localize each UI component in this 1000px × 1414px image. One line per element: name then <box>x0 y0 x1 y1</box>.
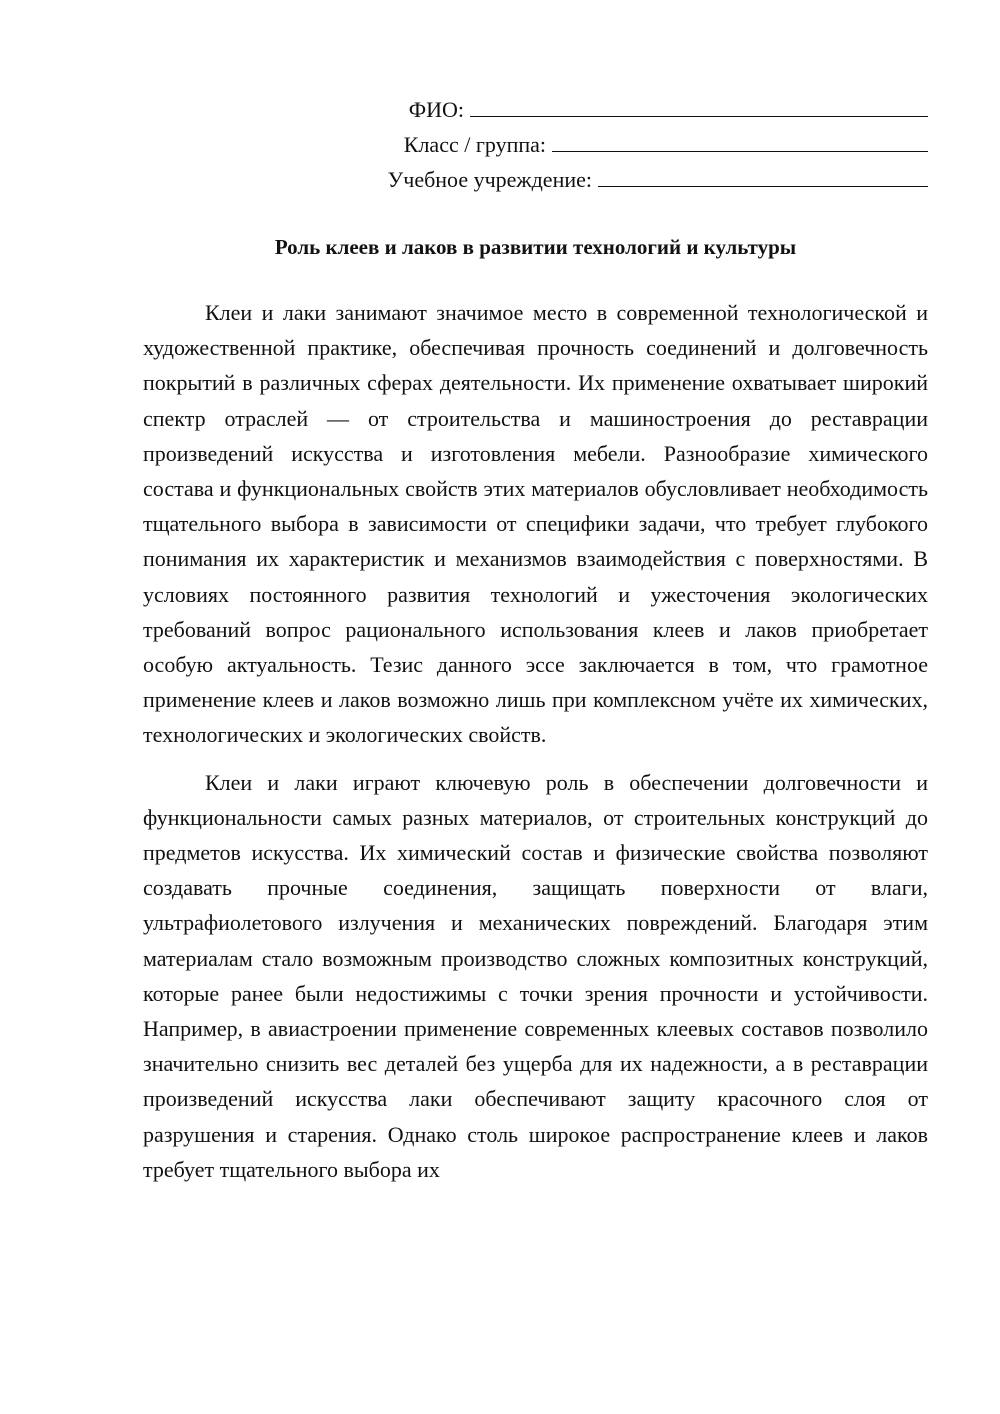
school-label: Учебное учреждение: <box>387 167 592 192</box>
paragraph-intro: Клеи и лаки занимают значимое место в современной технологической и художественной практике, обеспечивая прочность соединений и долговечность покрытий в различных сферах деятельности. Их применение охватывает широкий спектр отраслей — от строительства и машиностроения до реставрации произведений искусства и изготовления мебели. Разнообразие химического состава и функциональных свойств этих материалов обусловливает необходимость тщательного выбора в зависимости от специфики задачи, что требует глубокого понимания их характеристик и механизмов взаимодействия с поверхностями. В условиях постоянного развития технологий и ужесточения экологических требований вопрос рационального использования клеев и лаков приобретает особую актуальность. Тезис данного эссе заключается в том, что грамотное применение клеев и лаков возможно лишь при комплексном учёте их химических, технологических и экологических свойств. <box>143 300 928 748</box>
class-label: Класс / группа: <box>403 132 546 157</box>
school-blank-line[interactable] <box>598 162 928 187</box>
fio-row <box>328 92 928 127</box>
essay-title: Роль клеев и лаков в развитии технологий и культуры <box>274 235 797 259</box>
essay-body <box>143 295 928 1199</box>
paragraph-main: Клеи и лаки играют ключевую роль в обеспечении долговечности и функциональности самых разных материалов, от строительных конструкций до предметов искусства. Их химический состав и физические свойства позволяют создавать прочные соединения, защищать поверхности от влаги, ультрафиолетового излучения и механических повреждений. Благодаря этим материалам стало возможным производство сложных композитных конструкций, которые ранее были недостижимы с точки зрения прочности и устойчивости. Например, в авиастроении применение современных клеевых составов позволило значительно снизить вес деталей без ущерба для их надежности, а в реставрации произведений искусства лаки обеспечивают защиту красочного слоя от разрушения и старения. Однако столь широкое распространение клеев и лаков требует тщательного выбора их <box>143 769 928 1182</box>
student-info-fields <box>328 92 928 197</box>
fio-blank-line[interactable] <box>470 92 928 117</box>
class-blank-line[interactable] <box>552 127 928 152</box>
class-row <box>328 127 928 162</box>
fio-label: ФИО: <box>408 97 464 122</box>
school-row <box>328 162 928 197</box>
